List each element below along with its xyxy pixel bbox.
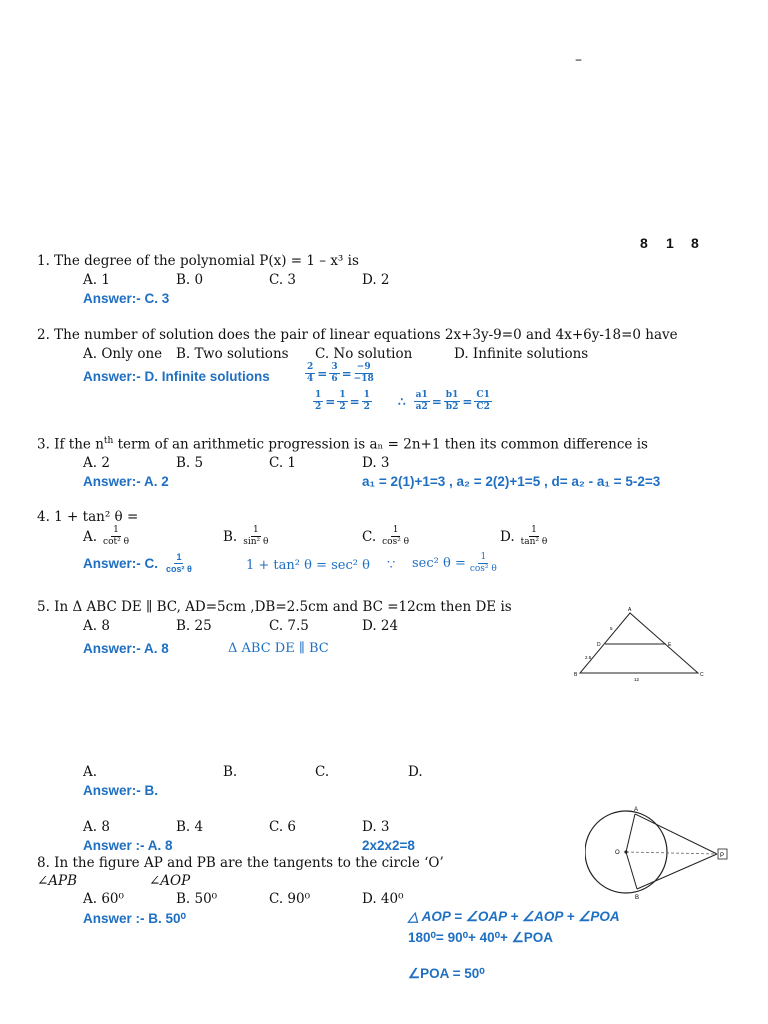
q7-option-b: B. 4 (176, 819, 204, 835)
fig8-label-o: O (615, 850, 620, 856)
q3-work: a₁ = 2(1)+1=3 , a₂ = 2(2)+1=5 , d= a₂ - a₁ = 5-2=3 (362, 474, 661, 489)
header-code-1: 8 (640, 235, 648, 251)
fig-label-c: C (700, 672, 704, 678)
q4-option-d: D. $\frac{1}{\text{tan² θ}}$ (500, 525, 548, 547)
fig8-label-p: P (720, 853, 725, 859)
q2-option-c: C. No solution (315, 346, 413, 362)
fig-label-db: 2.5 (585, 655, 592, 660)
q8-work-3: ∠POA = 50⁰ (408, 966, 485, 981)
q2-work-ratio-1: $\frac{2}{4}$ = $\frac{3}{6}$ = $\frac{-9}{-18}$ (307, 362, 374, 384)
q8-option-d: D. 40⁰ (362, 891, 404, 907)
q4-work-identity: 1 + tan² θ = sec² θ (246, 558, 370, 573)
q8-work-1: △ AOP = ∠OAP + ∠AOP + ∠POA (408, 909, 620, 924)
q8-angle-aop: ∠AOP (149, 873, 191, 889)
q3-option-b: B. 5 (176, 455, 204, 471)
q4-answer: Answer:- C. $\frac{1}{\text{cos² θ}}$ (83, 552, 192, 574)
q8-angle-apb: ∠APB (37, 873, 78, 889)
question-3-text: 3. If the $n^{th}$ term of an arithmetic progression is aₙ = 2n+1 then its common difference is (37, 436, 648, 453)
q3-option-a: A. 2 (83, 455, 110, 471)
q6-answer: Answer:- B. (83, 783, 159, 798)
q5-option-b: B. 25 (176, 618, 212, 634)
q6-option-b: B. (223, 764, 238, 780)
q1-answer: Answer:- C. 3 (83, 291, 170, 306)
question-2-text: 2. The number of solution does the pair of linear equations 2x+3y-9=0 and 4x+6y-18=0 have (37, 327, 678, 343)
header-code-2: 1 (666, 235, 674, 251)
fig-label-bc: 12 (634, 677, 640, 682)
q5-triangle-figure (570, 603, 715, 688)
q2-work-ratio-2: $\frac{1}{2}$ = $\frac{1}{2}$ = $\frac{1}{2}$ (315, 390, 370, 412)
header-code-3: 8 (691, 235, 699, 251)
q8-option-c: C. 90⁰ (269, 891, 311, 907)
fig-label-a: A (628, 607, 632, 613)
q1-option-b: B. 0 (176, 272, 204, 288)
q1-option-a: A. 1 (83, 272, 110, 288)
q8-option-b: B. 50⁰ (176, 891, 218, 907)
q6-option-a: A. (83, 764, 98, 780)
q8-tangent-figure (585, 803, 735, 903)
q2-option-b: B. Two solutions (176, 346, 289, 362)
fig-label-d: D (597, 642, 601, 648)
fig8-label-a: A (634, 807, 639, 813)
q1-option-c: C. 3 (269, 272, 297, 288)
q5-work: Δ ABC DE ∥ BC (228, 641, 329, 656)
q4-option-a: A. $\frac{1}{\text{cot² θ}}$ (83, 525, 130, 547)
q4-option-c: C. $\frac{1}{\text{cos² θ}}$ (362, 525, 410, 547)
fig8-label-b: B (635, 895, 640, 901)
fig-label-b: B (574, 672, 578, 678)
question-8-text: 8. In the figure AP and PB are the tangents to the circle ‘O’ (37, 855, 444, 871)
fig-label-ad: 5 (610, 626, 613, 631)
q2-work-ratio-3: ∴ $\frac{a1}{a2}$ = $\frac{b1}{b2}$ = $\frac{C1}{C2}$ (398, 390, 490, 412)
q6-option-c: C. (315, 764, 330, 780)
q7-work: 2x2x2=8 (362, 838, 415, 853)
q7-option-c: C. 6 (269, 819, 297, 835)
fig-label-e: E (668, 642, 672, 648)
header-dash: – (575, 52, 582, 68)
q3-option-d: D. 3 (362, 455, 390, 471)
question-5-text: 5. In Δ ABC DE ∥ BC, AD=5cm ,DB=2.5cm and BC =12cm then DE is (37, 599, 512, 615)
q2-answer: Answer:- D. Infinite solutions (83, 369, 270, 384)
q8-answer: Answer :- B. 50⁰ (83, 911, 186, 926)
q4-option-b: B. $\frac{1}{\text{sin² θ}}$ (223, 525, 269, 547)
q8-option-a: A. 60⁰ (83, 891, 124, 907)
q3-answer: Answer:- A. 2 (83, 474, 169, 489)
q5-answer: Answer:- A. 8 (83, 641, 169, 656)
q4-work-because: ∵ (387, 558, 396, 573)
q5-option-c: C. 7.5 (269, 618, 309, 634)
q2-option-d: D. Infinite solutions (454, 346, 589, 362)
q7-answer: Answer :- A. 8 (83, 838, 173, 853)
question-1-text: 1. The degree of the polynomial P(x) = 1 – x³ is (37, 253, 359, 269)
q6-option-d: D. (408, 764, 423, 780)
q1-option-d: D. 2 (362, 272, 390, 288)
q3-option-c: C. 1 (269, 455, 297, 471)
question-4-text: 4. 1 + tan² θ = (37, 509, 139, 525)
q2-option-a: A. Only one (83, 346, 163, 362)
q5-option-a: A. 8 (83, 618, 110, 634)
q7-option-d: D. 3 (362, 819, 390, 835)
q5-option-d: D. 24 (362, 618, 399, 634)
q4-work-sec: sec² θ = $\frac{1}{\text{cos² θ}}$ (412, 552, 497, 574)
q7-option-a: A. 8 (83, 819, 110, 835)
q8-work-2: 180⁰= 90⁰+ 40⁰+ ∠POA (408, 930, 554, 945)
